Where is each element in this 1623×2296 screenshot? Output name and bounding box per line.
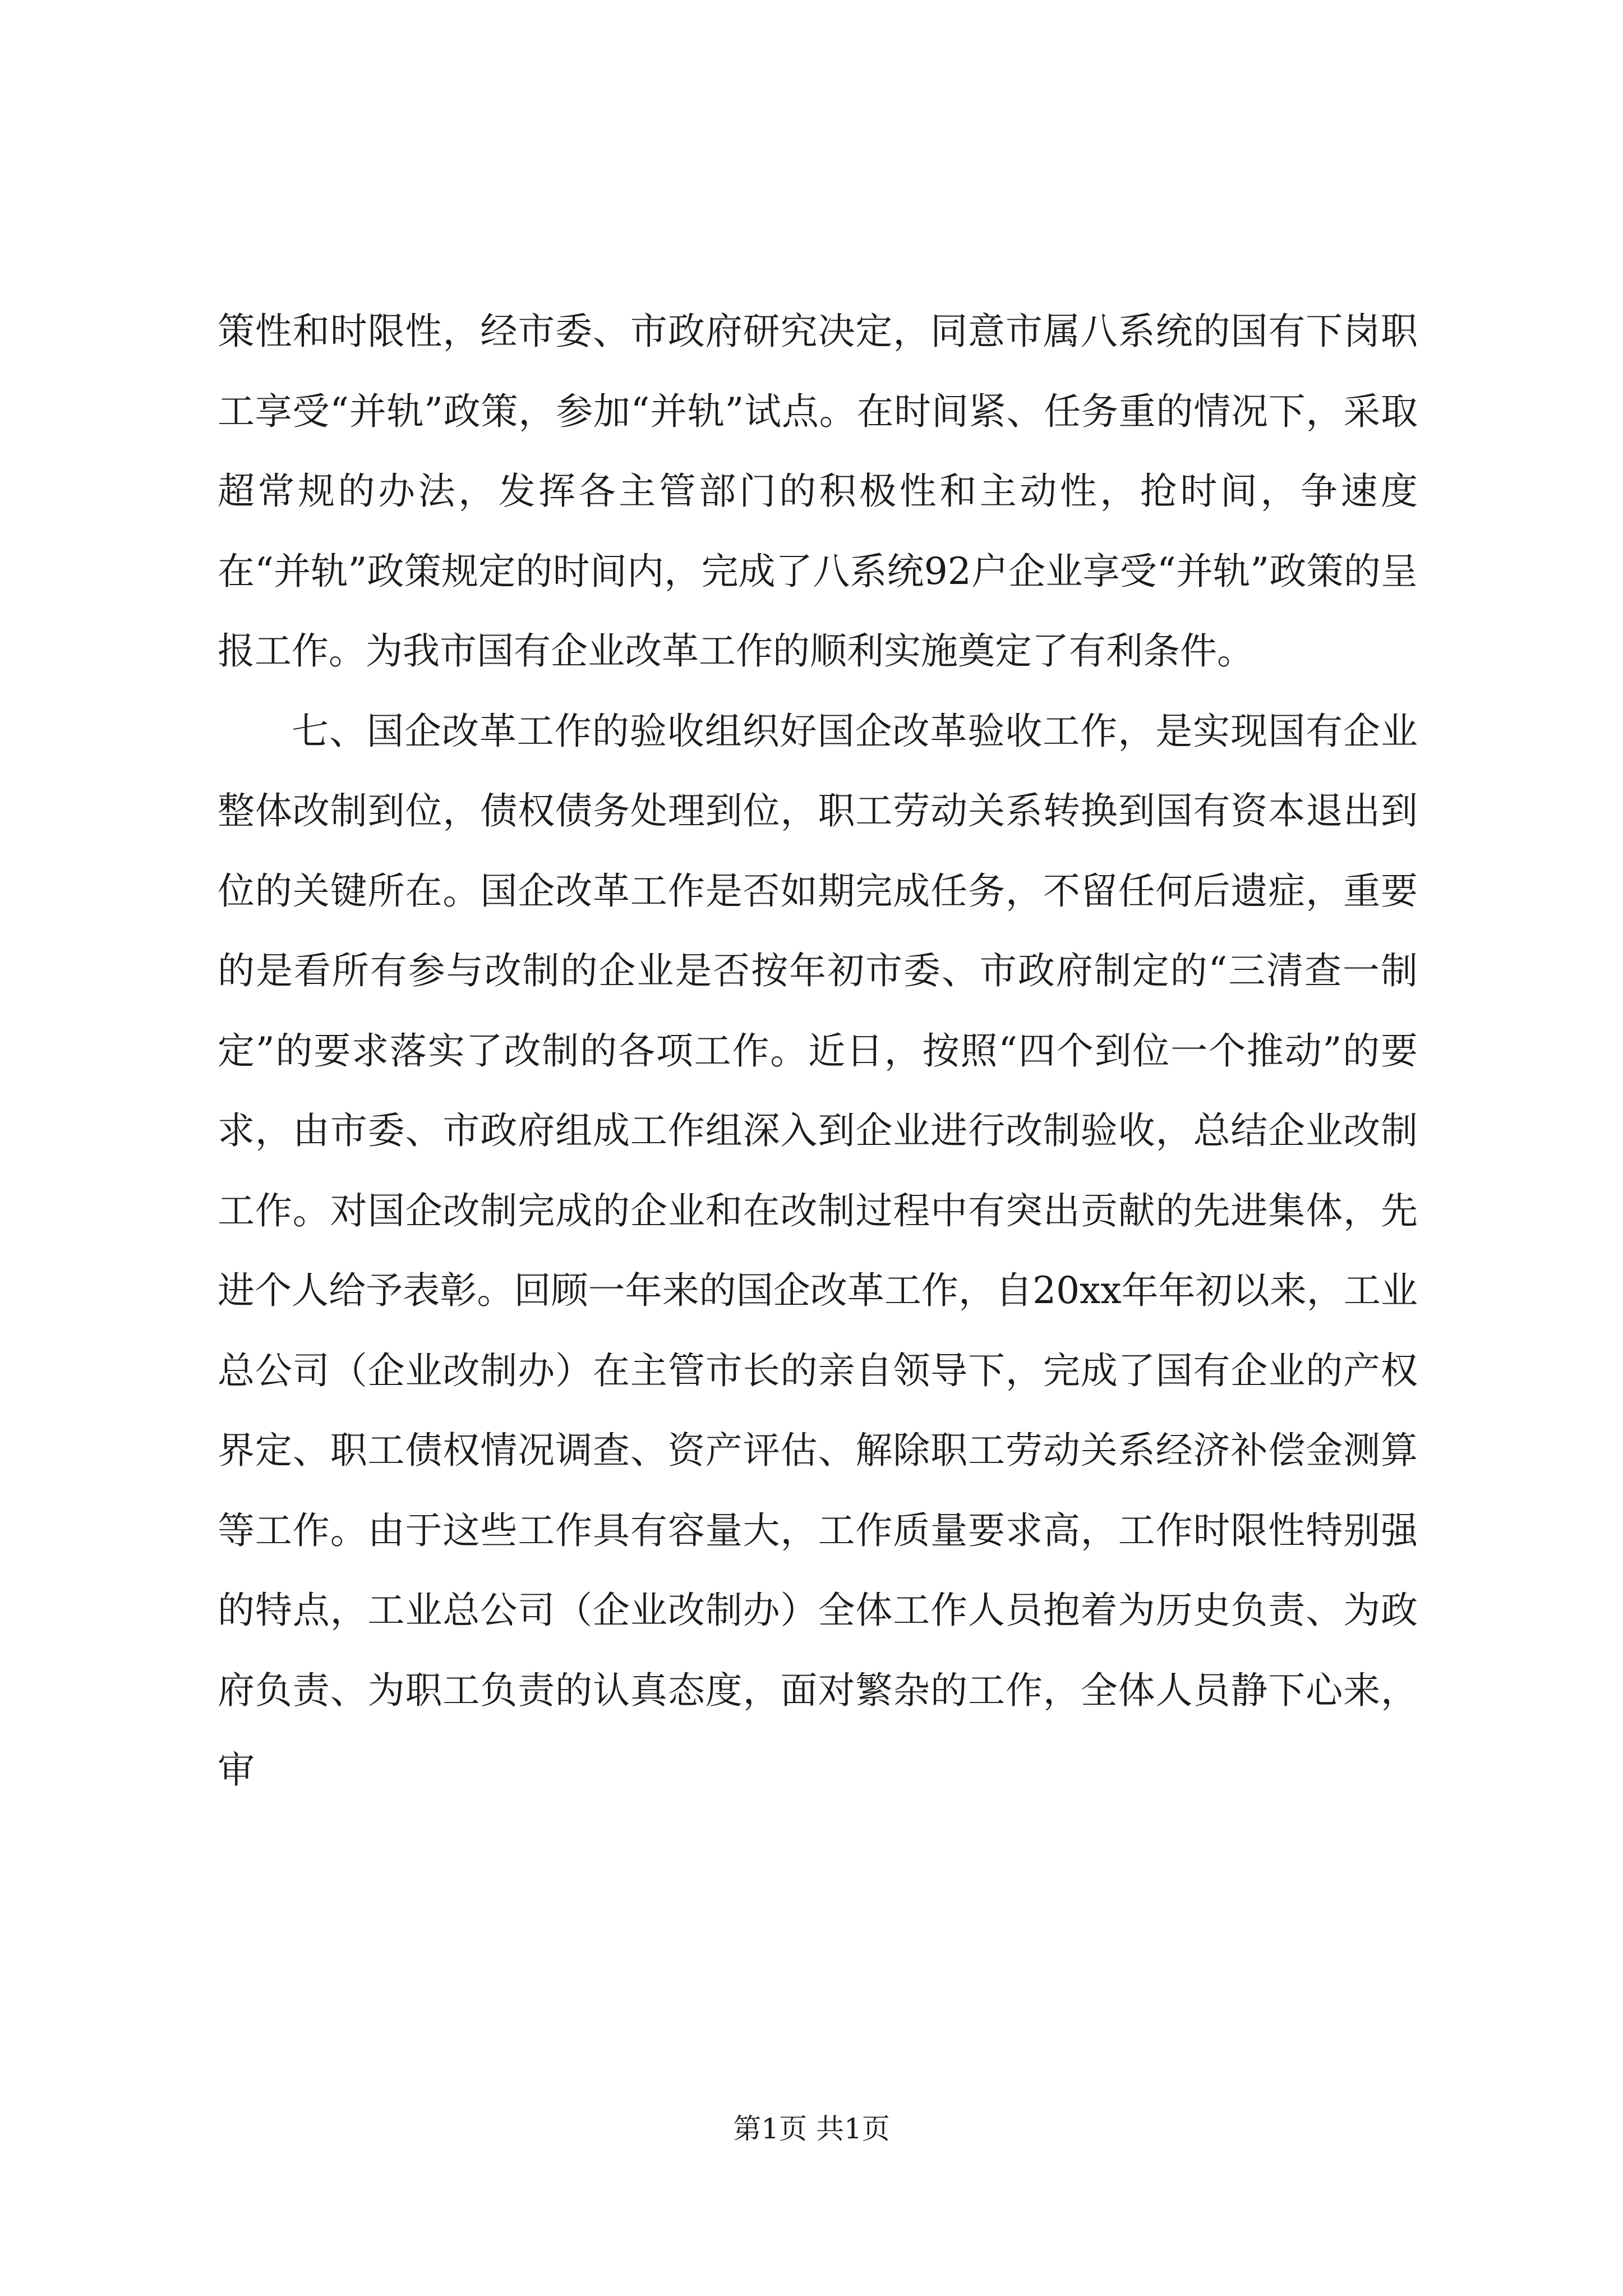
document-body xyxy=(218,292,1418,1811)
paragraph-section-seven: 七、国企改革工作的验收组织好国企改革验收工作，是实现国有企业整体改制到位，债权债务处理到位，职工劳动关系转换到国有资本退出到位的关键所在。国企改革工作是否如期完成任务，不留任何后遗症，重要的是看所有参与改制的企业是否按年初市委、市政府制定的“三清查一制定”的要求落实了改制的各项工作。近日，按照“四个到位一个推动”的要求，由市委、市政府组成工作组深入到企业进行改制验收，总结企业改制工作。对国企改制完成的企业和在改制过程中有突出贡献的先进集体，先进个人给予表彰。回顾一年来的国企改革工作，自20xx年年初以来，工业总公司（企业改制办）在主管市长的亲自领导下，完成了国有企业的产权界定、职工债权情况调查、资产评估、解除职工劳动关系经济补偿金测算等工作。由于这些工作具有容量大，工作质量要求高，工作时限性特别强的特点，工业总公司（企业改制办）全体工作人员抱着为历史负责、为政府负责、为职工负责的认真态度，面对繁杂的工作，全体人员静下心来，审 xyxy=(218,709,1418,1792)
page-footer: 第1页 共1页 xyxy=(733,2113,890,2145)
paragraph-continuation: 策性和时限性，经市委、市政府研究决定，同意市属八系统的国有下岗职工享受“并轨”政策，参加“并轨”试点。在时间紧、任务重的情况下，采取超常规的办法，发挥各主管部门的积极性和主动性，抢时间，争速度在“并轨”政策规定的时间内，完成了八系统92户企业享受“并轨”政策的呈报工作。为我市国有企业改革工作的顺利实施奠定了有利条件。 xyxy=(218,310,1418,673)
